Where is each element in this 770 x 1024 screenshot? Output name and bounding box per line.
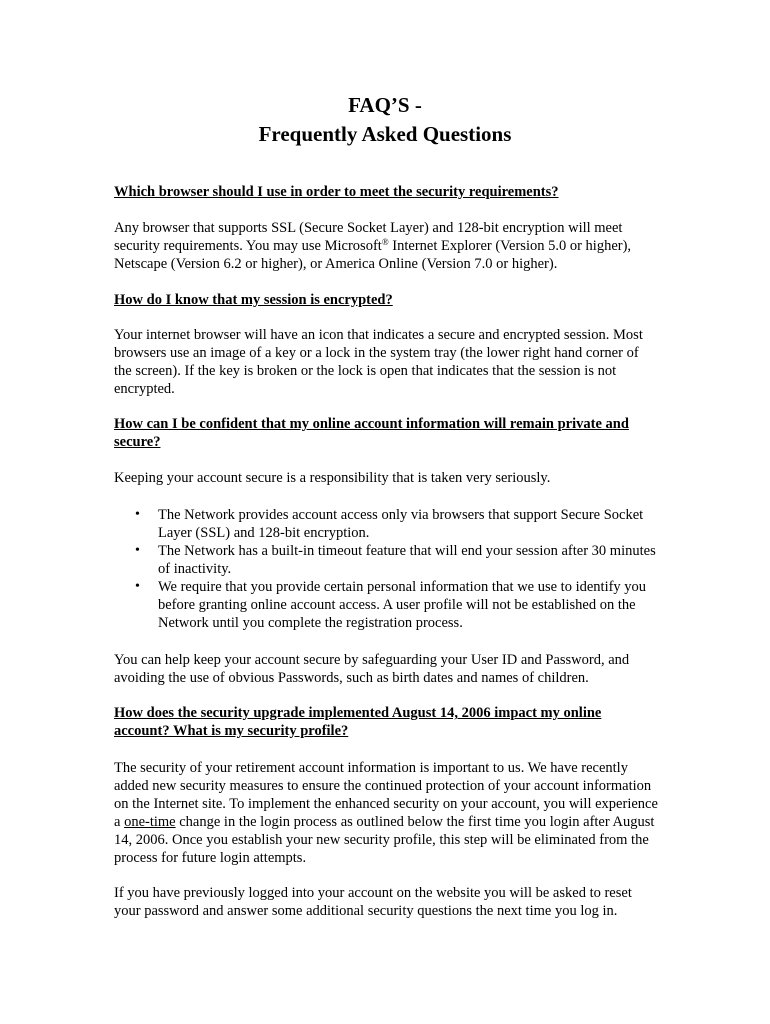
list-item-text: The Network has a built-in timeout feature that will end your session after 30 minutes of inactivity.	[158, 543, 656, 577]
faq-answer-password-reset: If you have previously logged into your account on the website you will be asked to reset your password and answer some additional security questions the next time you log in.	[114, 885, 632, 919]
faq-answer-upgrade-text-1: The security of your retirement account information is important to us. We have recently added new security measures to ensure the continued protection of your account information on the Internet site. To implement the enhanced security on your account, you will experience a	[114, 760, 658, 830]
bullet-icon: •	[135, 579, 140, 594]
faq-privacy-intro: Keeping your account secure is a responsibility that is taken very seriously.	[114, 470, 551, 486]
faq-answer-browser-text-2: Internet Explorer (Version 5.0 or higher), Netscape (Version 6.2 or higher), or America Online (Version 7.0 or higher).	[114, 238, 632, 272]
list-item	[114, 506, 659, 542]
list-item-text: We require that you provide certain personal information that we use to identify you before granting online account access. A user profile will not be established on the Network until you complete the registration process.	[158, 579, 647, 631]
registered-mark: ®	[381, 237, 389, 247]
faq-question-browser: Which browser should I use in order to meet the security requirements?	[114, 184, 559, 200]
one-time-emphasis: one-time	[124, 814, 176, 830]
faq-answer-browser	[114, 219, 659, 273]
list-item	[114, 542, 659, 578]
faq-privacy-closing: You can help keep your account secure by safeguarding your User ID and Password, and avoiding the use of obvious Passwords, such as birth dates and names of children.	[114, 652, 630, 686]
security-features-list	[114, 506, 659, 632]
faq-answer-encryption: Your internet browser will have an icon that indicates a secure and encrypted session. Most browsers use an image of a key or a lock in the system tray (the lower right hand corner of the screen). If the key is broken or the lock is open that indicates that the session is not encrypted.	[114, 327, 643, 397]
faq-answer-security-upgrade	[114, 759, 659, 867]
page-title: FAQ’S -	[348, 93, 422, 117]
bullet-icon: •	[135, 543, 140, 558]
bullet-icon: •	[135, 507, 140, 522]
faq-answer-upgrade-text-2: change in the login process as outlined below the first time you login after August 14, 2006. Once you establish your new security profile, this step will be eliminated from the process for future login attempts.	[114, 814, 655, 866]
faq-question-security-upgrade: How does the security upgrade implemented August 14, 2006 impact my online account? What is my security profile?	[114, 705, 602, 739]
list-item	[114, 578, 659, 632]
list-item-text: The Network provides account access only via browsers that support Secure Socket Layer (SSL) and 128-bit encryption.	[158, 507, 644, 541]
faq-question-privacy: How can I be confident that my online account information will remain private and secure?	[114, 416, 629, 450]
page-subtitle: Frequently Asked Questions	[258, 122, 512, 146]
faq-answer-browser-text-1: Any browser that supports SSL (Secure Socket Layer) and 128-bit encryption will meet security requirements. You may use Microsoft	[114, 220, 623, 254]
faq-question-encryption: How do I know that my session is encrypted?	[114, 292, 393, 308]
